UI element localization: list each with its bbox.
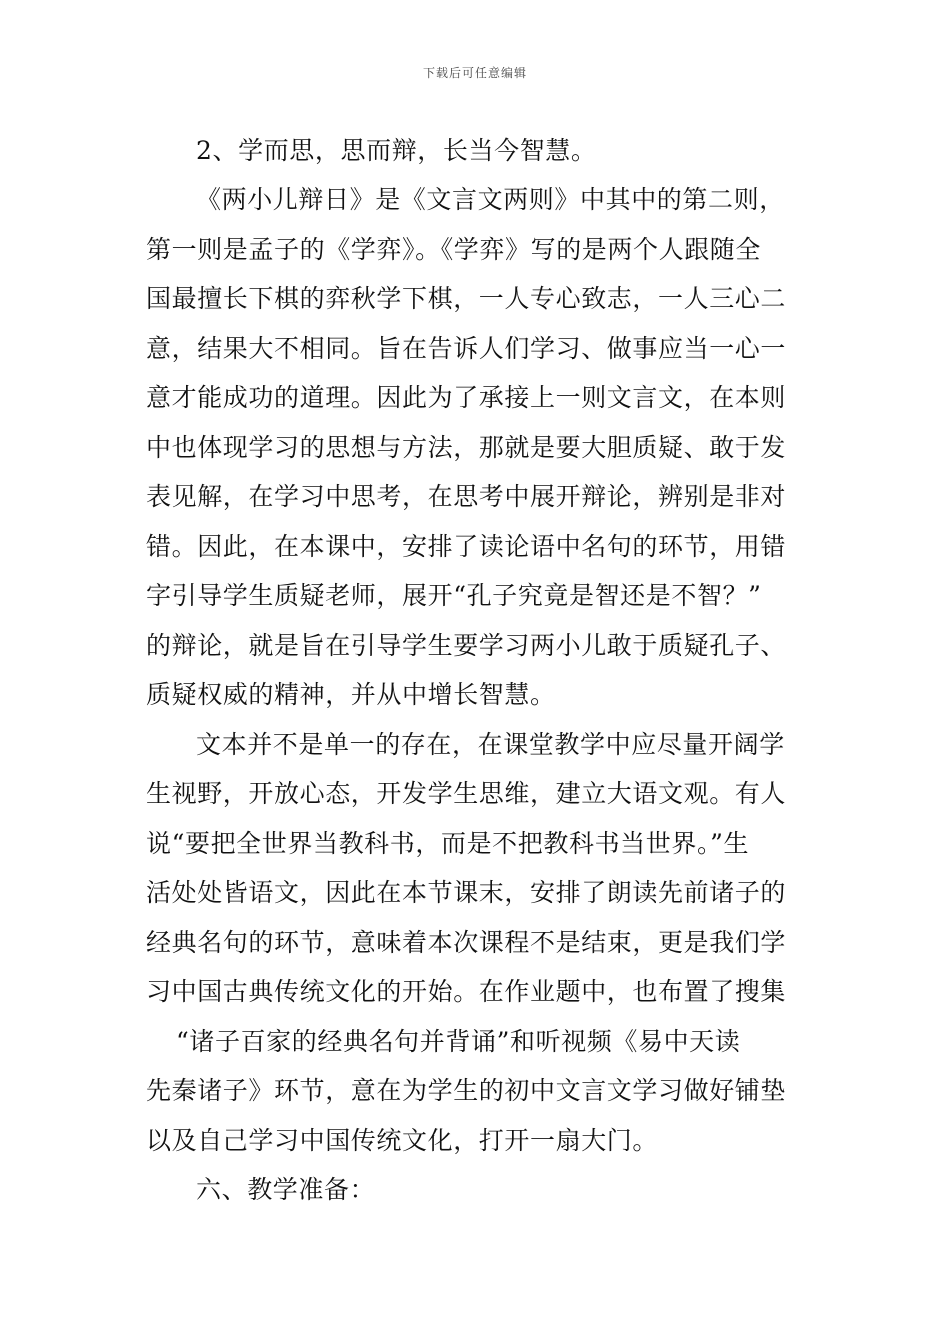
text-line: 国最擅长下棋的弈秋学下棋，一人专心致志，一人三心二 xyxy=(146,284,787,313)
text-line: 质疑权威的精神，并从中增长智慧。 xyxy=(146,680,556,709)
section-heading-2: 2、学而思，思而辩，长当今智慧。 xyxy=(196,136,597,165)
text-line: 《两小儿辩日》是《文言文两则》中其中的第二则， xyxy=(196,185,785,214)
text-line: 第一则是孟子的《学弈》。《学弈》写的是两个人跟随全 xyxy=(146,235,762,264)
text-line: “诸子百家的经典名句并背诵”和听视频《易中天读 xyxy=(176,1027,741,1056)
text-line: 习中国古典传统文化的开始。在作业题中，也布置了搜集 xyxy=(146,977,787,1006)
text-line: 表见解，在学习中思考，在思考中展开辩论，辨别是非对 xyxy=(146,482,787,511)
text-line: 意才能成功的道理。因此为了承接上一则文言文，在本则 xyxy=(146,383,787,412)
text-line: 以及自己学习中国传统文化，打开一扇大门。 xyxy=(146,1126,659,1155)
text-line: 字引导学生质疑老师，展开“孔子究竟是智还是不智？” xyxy=(146,581,762,610)
text-line: 先秦诸子》环节，意在为学生的初中文言文学习做好铺垫 xyxy=(146,1076,787,1105)
text-line: 的辩论，就是旨在引导学生要学习两小儿敢于质疑孔子、 xyxy=(146,631,787,660)
section-heading-6: 六、教学准备： xyxy=(196,1175,376,1204)
text-line: 说“要把全世界当教科书，而是不把教科书当世界。”生 xyxy=(146,829,750,858)
text-line: 意，结果大不相同。旨在告诉人们学习、做事应当一心一 xyxy=(146,334,787,363)
page-header: 下载后可任意编辑 xyxy=(422,66,527,80)
text-line: 经典名句的环节，意味着本次课程不是结束，更是我们学 xyxy=(146,928,787,957)
text-line: 错。因此，在本课中，安排了读论语中名句的环节，用错 xyxy=(146,532,787,561)
text-line: 生视野，开放心态，开发学生思维，建立大语文观。有人 xyxy=(146,779,787,808)
text-line: 活处处皆语文，因此在本节课末，安排了朗读先前诸子的 xyxy=(146,878,787,907)
text-line: 中也体现学习的思想与方法，那就是要大胆质疑、敢于发 xyxy=(146,433,787,462)
text-line: 文本并不是单一的存在，在课堂教学中应尽量开阔学 xyxy=(196,730,785,759)
